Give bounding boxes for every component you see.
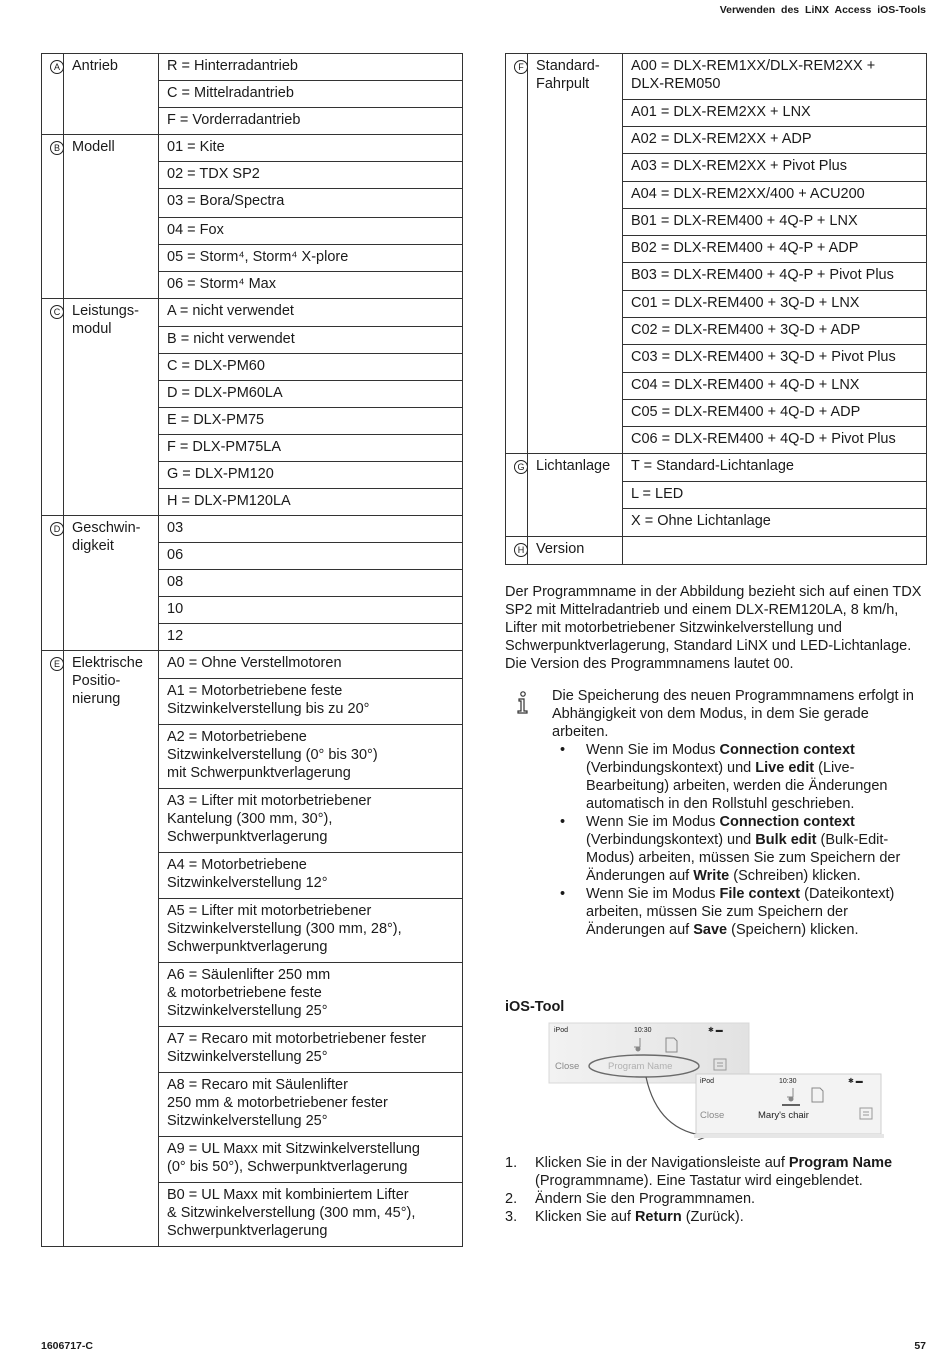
- note-block: [552, 687, 927, 939]
- table-row: [506, 537, 927, 565]
- option-value: A3 = Lifter mit motorbetriebener Kantelung (300 mm, 30°), Schwerpunktverlagerung: [159, 789, 463, 853]
- close-button[interactable]: Close: [700, 1110, 725, 1121]
- option-value: B = nicht verwendet: [159, 327, 463, 354]
- section-label: Version: [528, 537, 623, 565]
- page-number: 57: [914, 1340, 926, 1352]
- option-value: B01 = DLX-REM400 + 4Q-P + LNX: [623, 209, 927, 236]
- step-keyword: Program Name: [788, 1155, 893, 1171]
- option-value: C = DLX-PM60: [159, 354, 463, 381]
- screen-2: [694, 1074, 884, 1138]
- carrier-label: iPod: [700, 1078, 715, 1085]
- option-value: F = DLX-PM75LA: [159, 435, 463, 462]
- program-name-field[interactable]: Mary's chair: [758, 1110, 809, 1121]
- step-number: 3.: [505, 1209, 518, 1225]
- doc-number: 1606717-C: [41, 1340, 93, 1352]
- option-value: A6 = Säulenlifter 250 mm & motorbetriebene feste Sitzwinkelverstellung 25°: [159, 963, 463, 1027]
- keyword: Connection context: [719, 814, 855, 830]
- step-text: Klicken Sie auf: [535, 1209, 635, 1225]
- option-value: A0 = Ohne Verstellmotoren: [159, 651, 463, 679]
- text: (Bulk-Edit-Modus) arbeiten, müssen Sie zum Speichern der Änderungen auf: [586, 832, 901, 884]
- option-value: H = DLX-PM120LA: [159, 489, 463, 516]
- close-button[interactable]: Close: [555, 1061, 580, 1072]
- option-value: 02 = TDX SP2: [159, 162, 463, 189]
- circled-letter: B: [50, 141, 64, 155]
- option-value: A03 = DLX-REM2XX + Pivot Plus: [623, 154, 927, 182]
- section-label: Modell: [64, 135, 159, 299]
- option-value: A5 = Lifter mit motorbetriebener Sitzwinkelverstellung (300 mm, 28°), Schwerpunktverlagerung: [159, 899, 463, 963]
- step-number: 2.: [505, 1191, 518, 1207]
- circled-letter: H: [514, 543, 528, 557]
- note-bullet-1: [586, 741, 927, 813]
- option-value: 03: [159, 516, 463, 543]
- option-value: T = Standard-Lichtanlage: [623, 454, 927, 482]
- option-value: B02 = DLX-REM400 + 4Q-P + ADP: [623, 236, 927, 263]
- option-value: C05 = DLX-REM400 + 4Q-D + ADP: [623, 400, 927, 427]
- option-value: 12: [159, 624, 463, 651]
- table-row: [42, 135, 463, 162]
- option-value: B0 = UL Maxx mit kombiniertem Lifter & Sitzwinkelverstellung (300 mm, 45°), Schwerpunktverlagerung: [159, 1183, 463, 1247]
- section-letter: [42, 135, 64, 299]
- note-intro: Die Speicherung des neuen Programmnamens erfolgt in Abhängigkeit von dem Modus, in dem Sie gerade arbeiten.: [552, 688, 914, 740]
- option-value: C = Mittelradantrieb: [159, 81, 463, 108]
- section-letter: [506, 54, 528, 454]
- clock-label: 10:30: [779, 1078, 797, 1085]
- option-value: 03 = Bora/Spectra: [159, 189, 463, 218]
- bluetooth-icon: ✱ ▬: [848, 1078, 863, 1085]
- circled-letter: D: [50, 522, 64, 536]
- note-list: [552, 741, 927, 939]
- option-value: A8 = Recaro mit Säulenlifter 250 mm & motorbetriebener fester Sitzwinkelverstellung 25°: [159, 1073, 463, 1137]
- section-label: Standard- Fahrpult: [528, 54, 623, 454]
- option-value: 10: [159, 597, 463, 624]
- option-value: F = Vorderradantrieb: [159, 108, 463, 135]
- shadow: [694, 1134, 884, 1138]
- step-text: Ändern Sie den Programmnamen.: [535, 1191, 756, 1207]
- option-value: B03 = DLX-REM400 + 4Q-P + Pivot Plus: [623, 263, 927, 291]
- right-spec-table: [505, 53, 927, 565]
- option-value: L = LED: [623, 482, 927, 509]
- ios-screenshot: [548, 1022, 884, 1140]
- circled-letter: E: [50, 657, 64, 671]
- option-value: A = nicht verwendet: [159, 299, 463, 327]
- description-paragraph: Der Programmname in der Abbildung bezieht sich auf einen TDX SP2 mit Mittelradantrieb und einem DLX-REM120LA, 8 km/h, Lifter mit motorbetriebener Sitzwinkelverstellung und Schwerpunktverlagerung, Standard LiNX und LED-Lichtanlage. Die Version des Programmnamens lautet 00.: [505, 584, 922, 672]
- text: (Dateikontext) arbeiten, müssen Sie zum Speichern der Änderungen auf: [586, 886, 895, 938]
- steps-list: [505, 1154, 927, 1226]
- keyword: Write: [693, 868, 730, 884]
- text: Wenn Sie im Modus: [586, 742, 720, 758]
- step-keyword: Return: [634, 1209, 682, 1225]
- step-item: [505, 1208, 927, 1226]
- step-text: Klicken Sie in der Navigationsleiste auf: [535, 1155, 789, 1171]
- option-value: A04 = DLX-REM2XX/400 + ACU200: [623, 182, 927, 209]
- text: (Verbindungskontext) und: [586, 760, 756, 776]
- option-value: C02 = DLX-REM400 + 3Q-D + ADP: [623, 318, 927, 345]
- table-row: [42, 299, 463, 327]
- text: Wenn Sie im Modus: [586, 814, 720, 830]
- option-value: C01 = DLX-REM400 + 3Q-D + LNX: [623, 291, 927, 318]
- text: (Speichern) klicken.: [727, 922, 859, 938]
- table-row: [42, 54, 463, 81]
- keyword: Bulk edit: [755, 832, 817, 848]
- table-row: [506, 54, 927, 100]
- step-text: (Zurück).: [681, 1209, 744, 1225]
- option-value: C03 = DLX-REM400 + 3Q-D + Pivot Plus: [623, 345, 927, 373]
- option-value: A2 = Motorbetriebene Sitzwinkelverstellung (0° bis 30°) mit Schwerpunktverlagerung: [159, 725, 463, 789]
- option-value: 08: [159, 570, 463, 597]
- option-value: [623, 537, 927, 565]
- keyword: Save: [693, 922, 728, 938]
- option-value: A9 = UL Maxx mit Sitzwinkelverstellung (0° bis 50°), Schwerpunktverlagerung: [159, 1137, 463, 1183]
- option-value: R = Hinterradantrieb: [159, 54, 463, 81]
- page-header: Verwenden des LiNX Access iOS-Tools: [719, 4, 926, 16]
- option-value: A1 = Motorbetriebene feste Sitzwinkelverstellung bis zu 20°: [159, 679, 463, 725]
- circled-letter: G: [514, 460, 528, 474]
- section-label: Lichtanlage: [528, 454, 623, 537]
- option-value: A4 = Motorbetriebene Sitzwinkelverstellung 12°: [159, 853, 463, 899]
- section-label: Geschwin- digkeit: [64, 516, 159, 651]
- option-value: A7 = Recaro mit motorbetriebener fester Sitzwinkelverstellung 25°: [159, 1027, 463, 1073]
- option-value: 01 = Kite: [159, 135, 463, 162]
- note-bullet-2: [586, 813, 927, 885]
- circled-letter: A: [50, 60, 64, 74]
- option-value: 06: [159, 543, 463, 570]
- step-text: (Programmname). Eine Tastatur wird eingeblendet.: [535, 1173, 863, 1189]
- text: (Schreiben) klicken.: [729, 868, 861, 884]
- option-value: A02 = DLX-REM2XX + ADP: [623, 127, 927, 154]
- step-number: 1.: [505, 1155, 518, 1171]
- table-row: [42, 516, 463, 543]
- option-value: D = DLX-PM60LA: [159, 381, 463, 408]
- option-value: 06 = Storm⁴ Max: [159, 272, 463, 299]
- section-label: Leistungs- modul: [64, 299, 159, 516]
- text: (Verbindungskontext) und: [586, 832, 756, 848]
- info-icon: [513, 690, 531, 716]
- option-value: C04 = DLX-REM400 + 4Q-D + LNX: [623, 373, 927, 400]
- section-letter: [42, 651, 64, 1247]
- circled-letter: C: [50, 305, 64, 319]
- step-item: [505, 1154, 927, 1190]
- note-bullet-3: [586, 885, 927, 939]
- option-value: E = DLX-PM75: [159, 408, 463, 435]
- step-item: [505, 1190, 927, 1208]
- option-value: 05 = Storm⁴, Storm⁴ X-plore: [159, 245, 463, 272]
- option-value: G = DLX-PM120: [159, 462, 463, 489]
- option-value: A01 = DLX-REM2XX + LNX: [623, 100, 927, 127]
- keyword: Live edit: [755, 760, 815, 776]
- program-name-field[interactable]: Program Name: [608, 1061, 673, 1072]
- circled-letter: F: [514, 60, 528, 74]
- section-letter: [42, 516, 64, 651]
- section-letter: [42, 54, 64, 135]
- section-label: Elektrische Positio- nierung: [64, 651, 159, 1247]
- bluetooth-icon: ✱ ▬: [708, 1027, 723, 1034]
- text: Wenn Sie im Modus: [586, 886, 720, 902]
- keyword: File context: [719, 886, 801, 902]
- text: (Live-Bearbeitung) arbeiten, werden die Änderungen automatisch in den Rollstuhl geschrieben.: [586, 760, 888, 812]
- section-letter: [506, 454, 528, 537]
- table-row: [42, 651, 463, 679]
- option-value: 04 = Fox: [159, 218, 463, 245]
- clock-label: 10:30: [634, 1027, 652, 1034]
- table-row: [506, 454, 927, 482]
- carrier-label: iPod: [554, 1027, 569, 1034]
- left-spec-table: [41, 53, 463, 1247]
- ios-tool-heading: iOS-Tool: [505, 999, 565, 1015]
- section-label: Antrieb: [64, 54, 159, 135]
- section-letter: [42, 299, 64, 516]
- option-value: C06 = DLX-REM400 + 4Q-D + Pivot Plus: [623, 427, 927, 454]
- option-value: X = Ohne Lichtanlage: [623, 509, 927, 537]
- section-letter: [506, 537, 528, 565]
- option-value: A00 = DLX-REM1XX/DLX-REM2XX + DLX-REM050: [623, 54, 927, 100]
- keyword: Connection context: [719, 742, 855, 758]
